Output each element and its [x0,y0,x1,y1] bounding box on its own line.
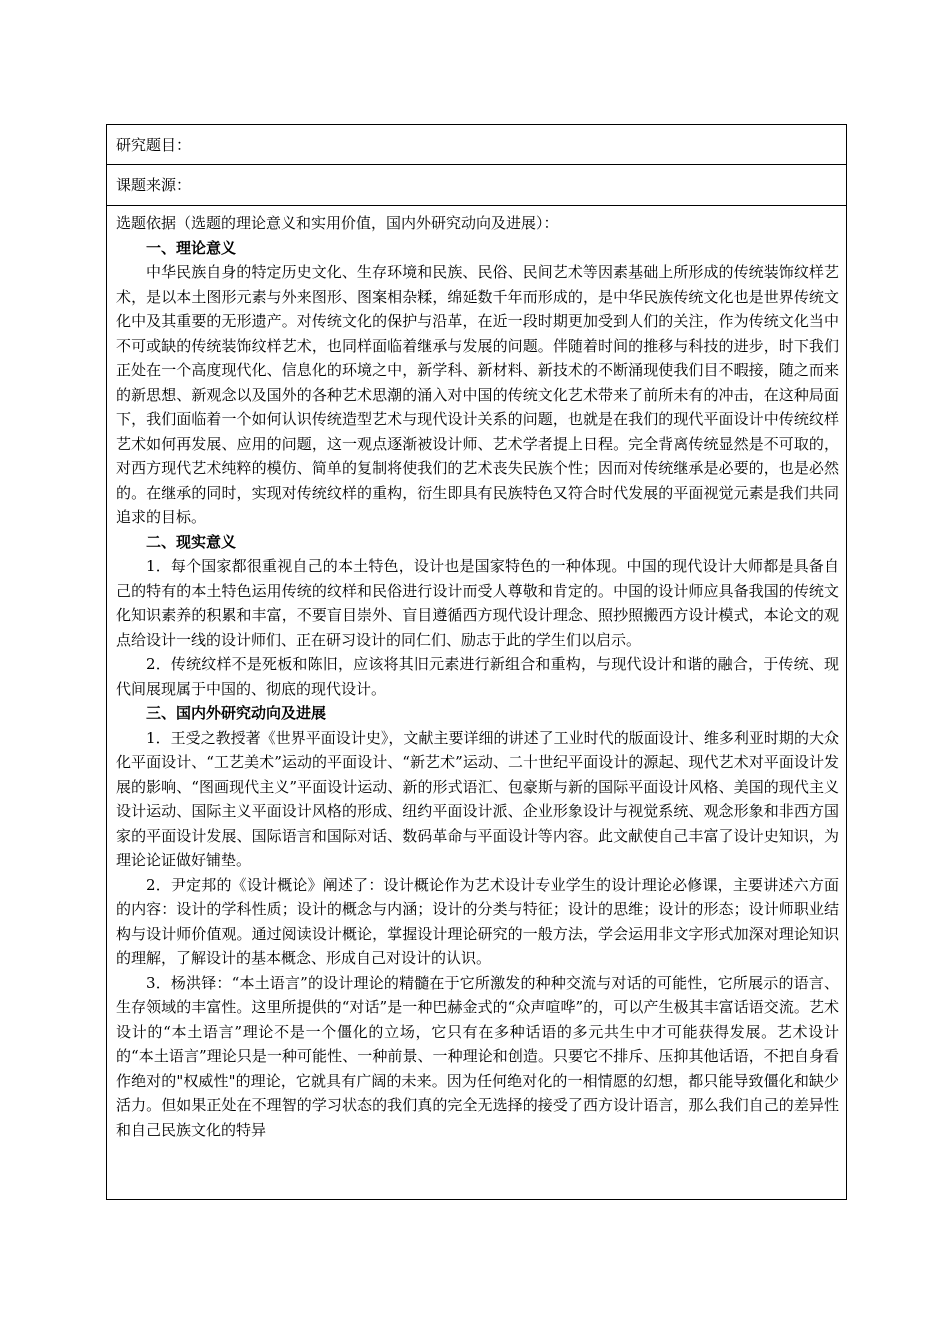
topic-source-label: 课题来源： [116,176,192,194]
research-title-row [107,125,846,165]
section-heading-research-trends: 三、国内外研究动向及进展 [146,704,327,722]
topic-source-row [107,165,846,206]
topic-basis-label: 选题依据（选题的理论意义和实用价值，国内外研究动向及进展）： [116,214,559,232]
research-title-label: 研究题目： [116,135,192,154]
proposal-form-table [106,124,847,1200]
paragraph: 3．杨洪铎：“本土语言”的设计理论的精髓在于它所激发的种种交流与对话的可能性，它所展示的语言、生存领域的丰富性。这里所提供的“对话”是一种巴赫金式的“众声喧哗”的，可以产生极其丰富话语交流。艺术设计的“本土语言”理论不是一个僵化的立场，它只有在多种话语的多元共生中才可能获得发展。艺术设计的“本土语言”理论只是一种可能性、一种前景、一种理论和创造。只要它不排斥、压抑其他话语，不把自身看作绝对的"权威性"的理论，它就具有广阔的未来。因为任何绝对化的一相情愿的幻想，都只能导致僵化和缺少活力。但如果正处在不理智的学习状态的我们真的完全无选择的接受了西方设计语言，那么我们自己的差异性和自己民族文化的特异 [116,973,839,1139]
paragraph: 中华民族自身的特定历史文化、生存环境和民族、民俗、民间艺术等因素基础上所形成的传统装饰纹样艺术，是以本土图形元素与外来图形、图案相杂糅，绵延数千年而形成的，是中华民族传统文化也是世界传统文化中及其重要的无形遗产。对传统文化的保护与沿革，在近一段时期更加受到人们的关注，作为传统文化当中不可或缺的传统装饰纹样艺术，也同样面临着继承与发展的问题。伴随着时间的推移与科技的进步，时下我们正处在一个高度现代化、信息化的环境之中，新学科、新材料、新技术的不断涌现使我们目不暇接，随之而来的新思想、新观念以及国外的各种艺术思潮的涌入对中国的传统文化艺术带来了前所未有的冲击，在这种局面下，我们面临着一个如何认识传统造型艺术与现代设计关系的问题，也就是在我们的现代平面设计中传统纹样艺术如何再发展、应用的问题，这一观点逐渐被设计师、艺术学者提上日程。完全背离传统显然是不可取的，对西方现代艺术纯粹的模仿、简单的复制将使我们的艺术丧失民族个性；因而对传统继承是必要的，也是必然的。在继承的同时，实现对传统纹样的重构，衍生即具有民族特色又符合时代发展的平面视觉元素是我们共同追求的目标。 [116,263,839,526]
paragraph: 2．传统纹样不是死板和陈旧，应该将其旧元素进行新组合和重构，与现代设计和谐的融合，于传统、现代间展现属于中国的、彻底的现代设计。 [116,655,839,698]
paragraph: 1．王受之教授著《世界平面设计史》，文献主要详细的讲述了工业时代的版面设计、维多利亚时期的大众化平面设计、“工艺美术”运动的平面设计、“新艺术”运动、二十世纪平面设计的源起、现代艺术对平面设计发展的影响、“图画现代主义”平面设计运动、新的形式语汇、包豪斯与新的国际平面设计风格、美国的现代主义设计运动、国际主义平面设计风格的形成、纽约平面设计派、企业形象设计与视觉系统、观念形象和非西方国家的平面设计发展、国际语言和国际对话、数码革命与平面设计等内容。此文献使自己丰富了设计史知识，为理论论证做好铺垫。 [116,728,839,869]
paragraph: 2．尹定邦的《设计概论》阐述了：设计概论作为艺术设计专业学生的设计理论必修课，主要讲述六方面的内容：设计的学科性质；设计的概念与内涵；设计的分类与特征；设计的思维；设计的形态；设计师职业结构与设计师价值观。通过阅读设计概论，掌握设计理论研究的一般方法，学会运用非文字形式加深对理论知识的理解，了解设计的基本概念、形成自己对设计的认识。 [116,875,839,967]
section-heading-practical: 二、现实意义 [146,532,237,551]
paragraph: 1．每个国家都很重视自己的本土特色，设计也是国家特色的一种体现。中国的现代设计大师都是具备自己的特有的本土特色运用传统的纹样和民俗进行设计而受人尊敬和肯定的。中国的设计师应具备我国的传统文化知识素养的积累和丰富，不要盲目崇外、盲目遵循西方现代设计理念、照抄照搬西方设计模式，本论文的观点给设计一线的设计师们、正在研习设计的同仁们、励志于此的学生们以启示。 [116,557,839,649]
topic-basis-content [116,211,839,1142]
section-heading-theory: 一、理论意义 [146,238,237,257]
topic-basis-row [107,206,846,1199]
